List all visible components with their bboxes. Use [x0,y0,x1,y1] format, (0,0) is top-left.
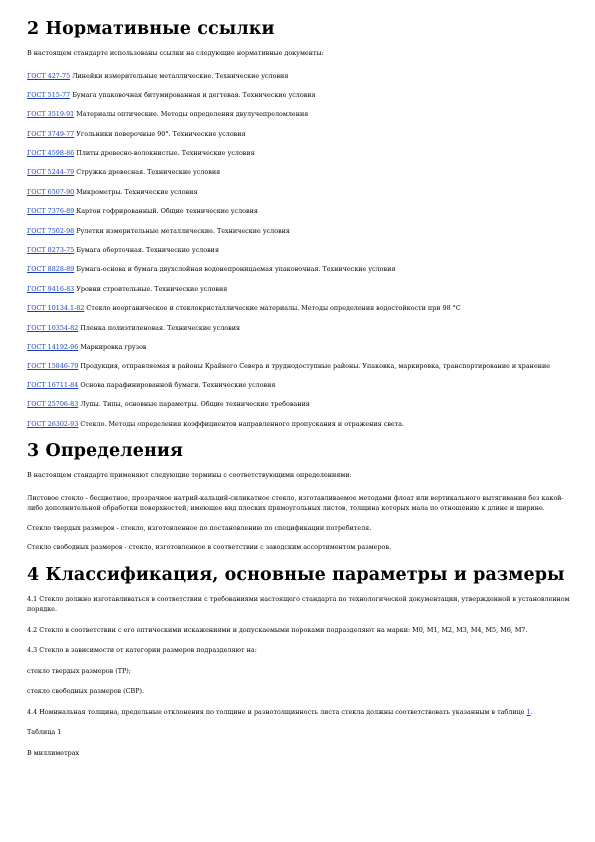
size-category-tr: стекло твердых размеров (ТР); [27,666,131,675]
reference-item [27,380,571,391]
reference-item [27,284,571,295]
gost-link[interactable]: ГОСТ 5244-79 [27,168,75,177]
reference-title: Рулетки измерительные металлические. Технические условия [74,226,290,235]
reference-title: Стружка древесная. Технические условия [74,168,221,177]
reference-item [27,129,571,140]
clause-4-2: 4.2 Стекло в соответствии с его оптическими искажениями и допускаемыми пороками подразделяют на марки: М0, М1, М2, М3, М4, М5, М6, М7. [27,625,528,634]
gost-link[interactable]: ГОСТ 3749-77 [27,129,75,138]
section-2-title: 2 Нормативные ссылки [27,19,275,39]
gost-link[interactable]: ГОСТ 3519-91 [27,110,75,119]
reference-item [27,245,571,256]
reference-title: Плиты древесно-волокнистые. Технические условия [74,149,255,158]
definition-sheet-glass: Листовое стекло - бесцветное, прозрачное натрий-кальций-силикатное стекло, изготавливаемое методами флоат или вертикального вытягивания без какой-либо дополнительной обработки поверхностей, имеющее вид плоских прямоугольных листов, толщина которых мала по отношению к длине и ширине. [27,493,564,513]
reference-item [27,109,571,120]
table-caption: Таблица 1 [27,728,62,737]
clause-4-3: 4.3 Стекло в зависимости от категории размеров подразделяют на: [27,646,257,655]
reference-title: Лупы. Типы, основные параметры. Общие технические требования [78,400,310,409]
clause-4-1: 4.1 Стекло должно изготавливаться в соответствии с требованиями настоящего стандарта по технологической документации, утвержденной в установленном порядке. [27,594,570,614]
gost-link[interactable]: ГОСТ 9416-83 [27,284,75,293]
gost-link[interactable]: ГОСТ 26302-93 [27,419,79,428]
reference-item [27,399,571,410]
reference-item [27,303,571,314]
gost-link[interactable]: ГОСТ 10354-82 [27,323,79,332]
normative-references-list [27,71,571,430]
reference-item [27,264,571,275]
gost-link[interactable]: ГОСТ 6507-90 [27,187,75,196]
reference-title: Микрометры. Технические условия [74,187,198,196]
reference-item [27,361,571,372]
reference-item [27,167,571,178]
definition-fixed-size-glass: Стекло твердых размеров - стекло, изготовленное по постановлению по спецификации потребителя. [27,523,372,532]
gost-link[interactable]: ГОСТ 8828-89 [27,265,75,274]
clause-4-4 [27,707,571,718]
table-units: В миллиметрах [27,748,80,757]
gost-link[interactable]: ГОСТ 7376-89 [27,207,75,216]
reference-title: Линейки измерительные металлические. Технические условия [70,71,289,80]
gost-link[interactable]: ГОСТ 14192-96 [27,342,79,351]
reference-item [27,226,571,237]
gost-link[interactable]: ГОСТ 10134.1-82 [27,304,85,313]
reference-title: Основа парафинированной бумаги. Технические условия [78,380,276,389]
section-4-title: 4 Классификация, основные параметры и размеры [27,564,565,585]
reference-title: Материалы оптические. Методы определения двулучепреломления [74,110,309,119]
reference-title: Бумага упаковочная битумированная и дегтевая. Технические условия [70,90,316,99]
reference-item [27,71,571,82]
gost-link[interactable]: ГОСТ 16711-84 [27,380,79,389]
reference-item [27,323,571,334]
reference-title: Пленка полиэтиленовая. Технические условия [78,323,241,332]
gost-link[interactable]: ГОСТ 15846-79 [27,362,79,371]
reference-title: Уровни строительные. Технические условия [74,284,228,293]
reference-item [27,342,571,353]
section-2-intro: В настоящем стандарте использованы ссылки на следующие нормативные документы: [27,49,324,57]
section-3-intro: В настоящем стандарте применяют следующие термины с соответствующими определениями: [27,471,352,480]
reference-title: Бумага оберточная. Технические условия [74,246,219,255]
reference-title: Картон гофрированный. Общие технические условия [74,207,258,216]
reference-title: Стекло. Методы определения коэффициентов направленного пропускания и отражения света. [78,419,405,428]
table-1-link[interactable]: 1 [526,707,531,716]
gost-link[interactable]: ГОСТ 427-75 [27,71,71,80]
reference-item [27,90,571,101]
clause-4-4-text: 4.4 Номинальная толщина, предельные отклонения по толщине и разнотолщинность листа стекла должны соответствовать указанным в таблице [27,707,527,716]
clause-4-4-end: . [530,707,533,716]
gost-link[interactable]: ГОСТ 4598-86 [27,149,75,158]
reference-item [27,419,571,430]
reference-item [27,148,571,159]
gost-link[interactable]: ГОСТ 25706-83 [27,400,79,409]
definition-free-size-glass: Стекло свободных размеров - стекло, изготовленное в соответствии с заводским ассортиментом размеров. [27,543,392,552]
reference-item [27,187,571,198]
reference-title: Угольники поверочные 90°. Технические условия [74,129,246,138]
reference-title: Продукция, отправляемая в районы Крайнего Севера и труднодоступные районы. Упаковка, маркировка, транспортирование и хранение [78,362,551,371]
size-category-svr: стекло свободных размеров (СВР). [27,687,145,696]
gost-link[interactable]: ГОСТ 8273-75 [27,246,75,255]
reference-title: Маркировка грузов [78,342,147,351]
gost-link[interactable]: ГОСТ 515-77 [27,90,71,99]
reference-item [27,206,571,217]
section-3-title: 3 Определения [27,441,183,462]
gost-link[interactable]: ГОСТ 7502-98 [27,226,75,235]
reference-title: Стекло неорганическое и стеклокристаллические материалы. Методы определения водостойкости при 98 °С [84,304,461,313]
reference-title: Бумага-основа и бумага двухслойная водонепроницаемая упаковочная. Технические условия [74,265,396,274]
